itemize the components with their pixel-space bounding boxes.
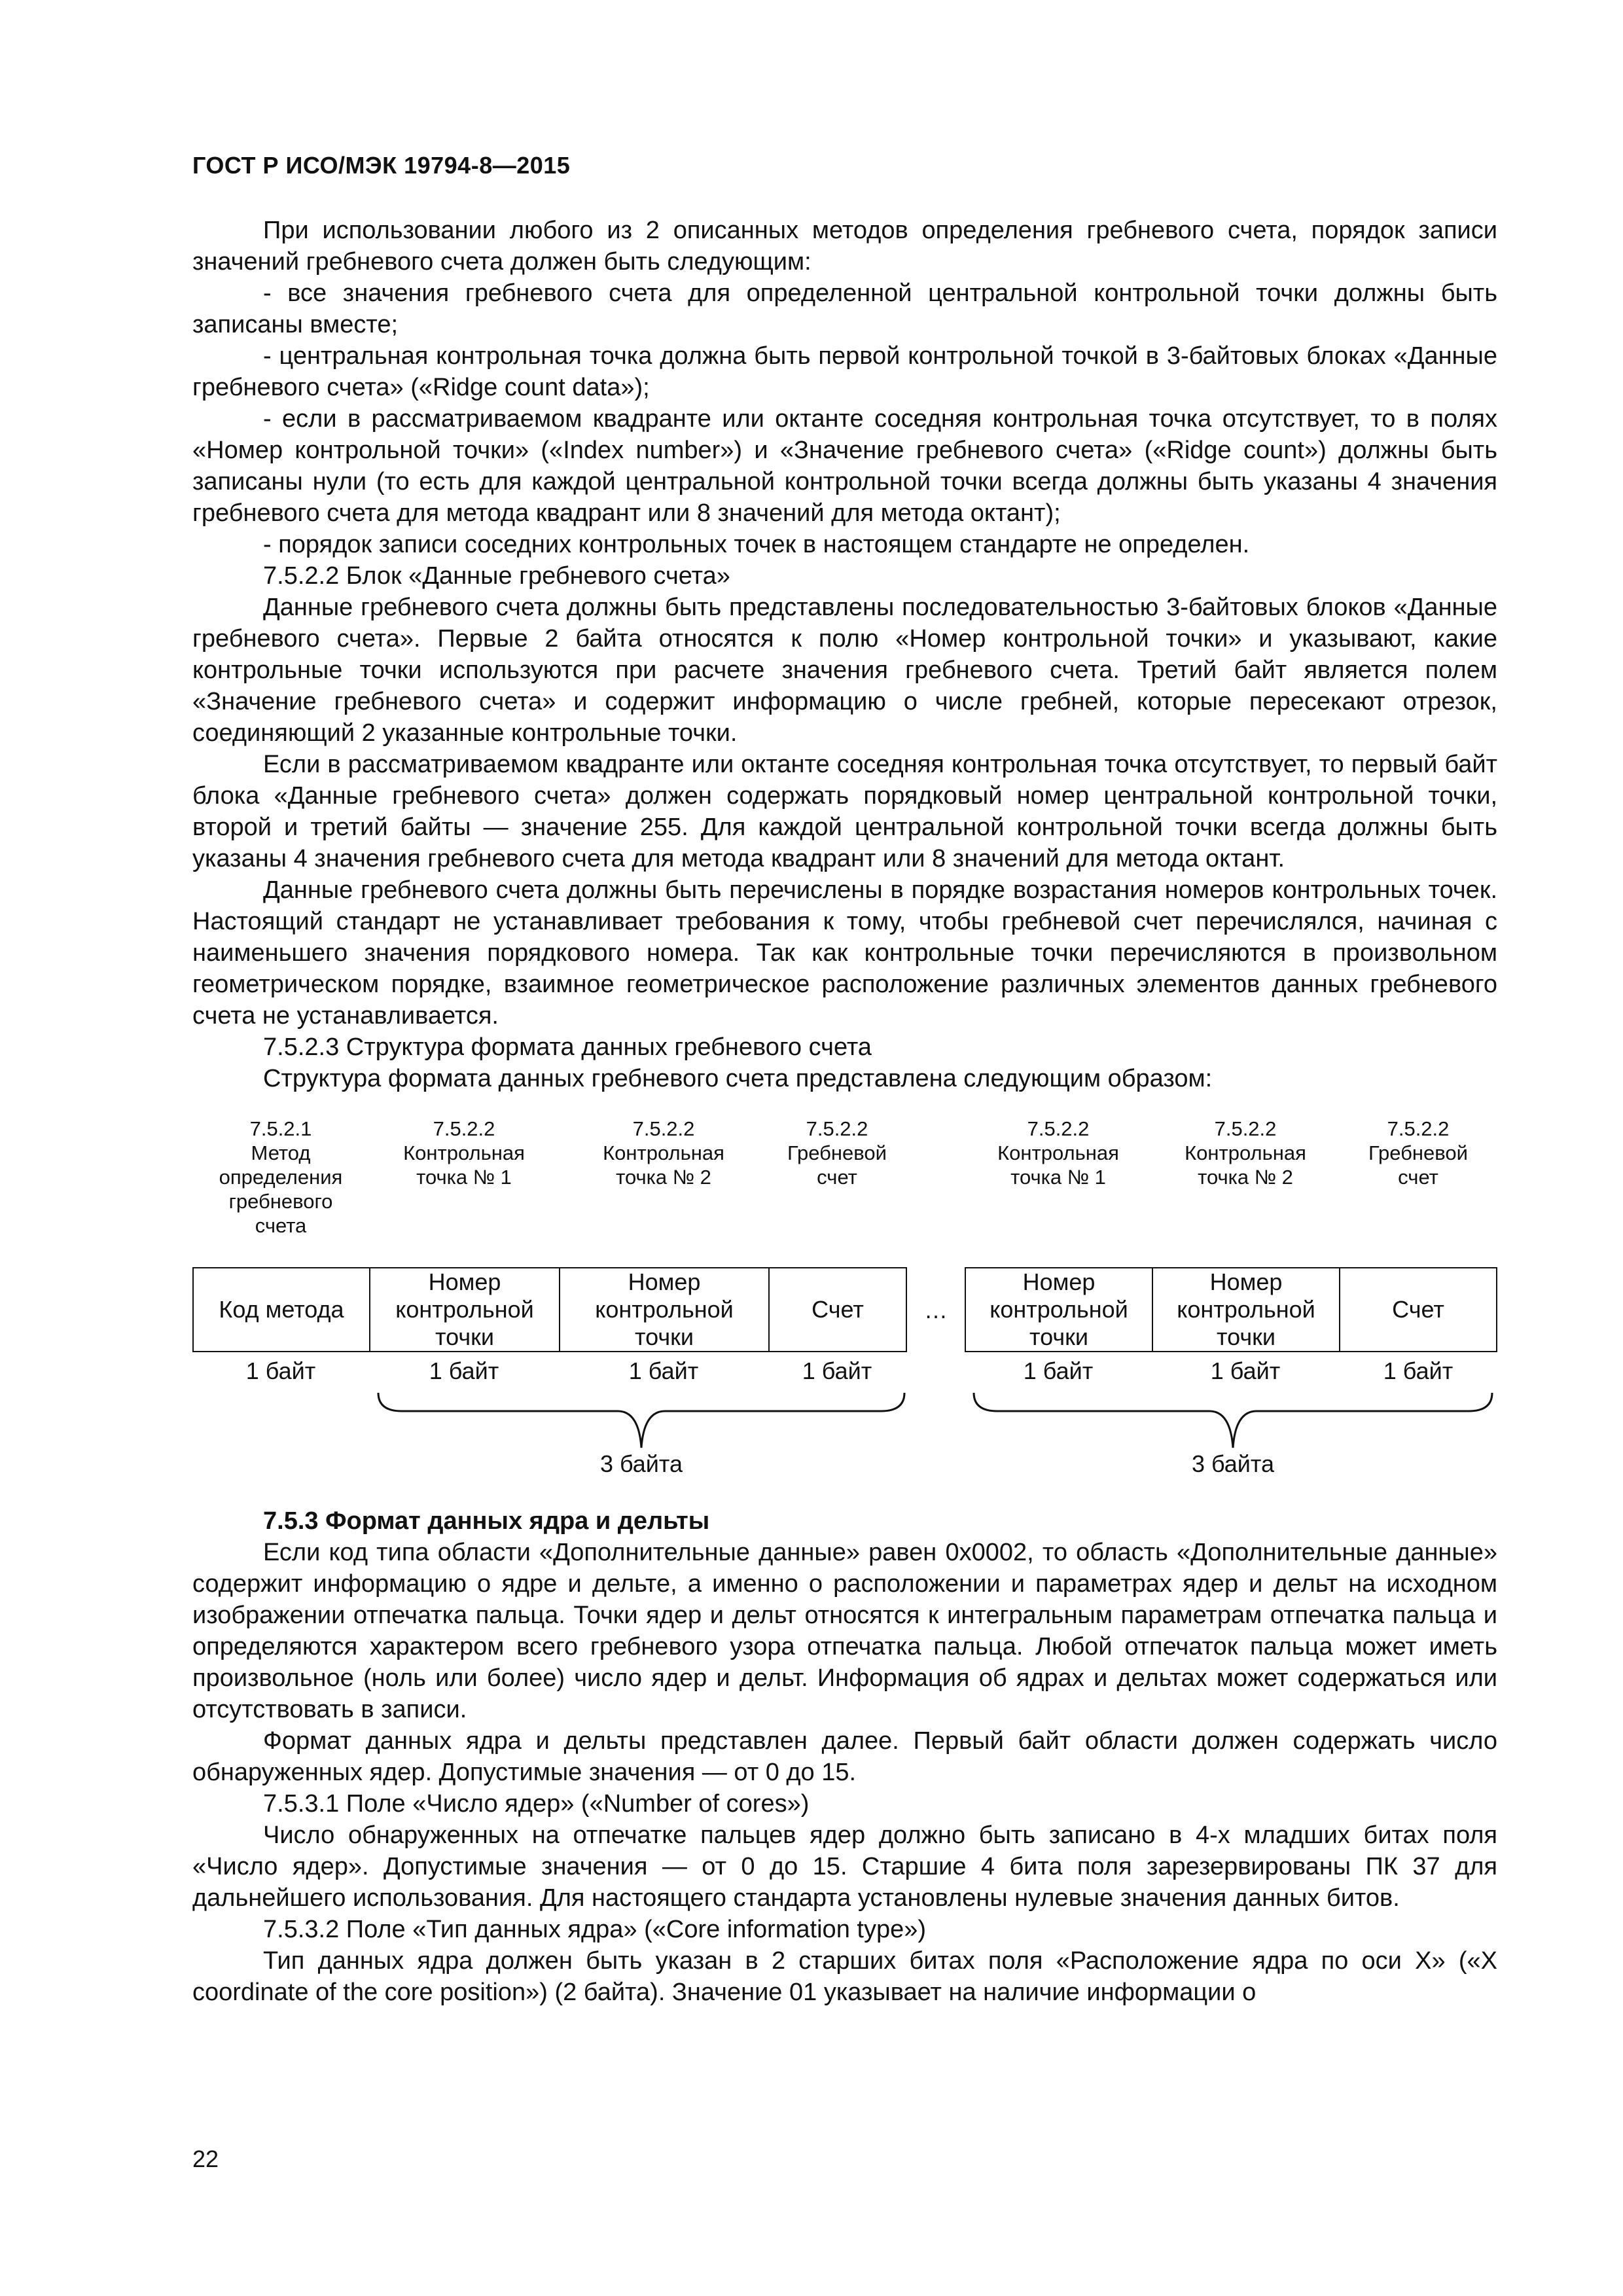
section-heading: 7.5.3.1 Поле «Число ядер» («Number of cores») xyxy=(263,1790,810,1818)
section-heading: 7.5.3.2 Поле «Тип данных ядра» («Core information type») xyxy=(263,1916,926,1943)
column-heading-point-2: 7.5.2.2 Контрольная точка № 2 xyxy=(1185,1117,1306,1189)
brace-group-2 xyxy=(971,1391,1495,1450)
group-size: 3 байта xyxy=(599,1450,683,1477)
main-content xyxy=(192,215,1497,2008)
field-index-number-2 xyxy=(559,1267,770,1352)
column-heading-point-1: 7.5.2.2 Контрольная точка № 1 xyxy=(997,1117,1119,1189)
spacer xyxy=(192,1470,1497,1505)
field-method-code xyxy=(192,1267,370,1352)
ellipsis: … xyxy=(924,1297,948,1323)
document-header: ГОСТ Р ИСО/МЭК 19794-8—2015 xyxy=(192,152,571,179)
field-label: Номер контрольной точки xyxy=(990,1268,1128,1350)
column-heading-count: 7.5.2.2 Гребневой счет xyxy=(787,1117,887,1189)
field-label: Счет xyxy=(812,1296,864,1323)
section-heading: 7.5.2.2 Блок «Данные гребневого счета» xyxy=(263,562,730,590)
section-heading: 7.5.2.3 Структура формата данных гребневого счета xyxy=(263,1033,872,1061)
field-size: 1 байт xyxy=(628,1357,699,1384)
column-heading-point-2: 7.5.2.2 Контрольная точка № 2 xyxy=(603,1117,724,1189)
field-label: Счет xyxy=(1392,1296,1444,1323)
paragraph: Структура формата данных гребневого счета представлена следующим образом: xyxy=(263,1065,1213,1092)
paragraph: Если код типа области «Дополнительные данные» равен 0x0002, то область «Дополнительные данные» содержит информацию о ядре и дельте, а именно о расположении и параметрах ядер и дельт на исходном изображении отпечатка пальца. Точки ядер и дельт относятся к интегральным параметрам отпечатка пальца и определяются характером всего гребневого узора отпечатка пальца. Любой отпечаток пальца может иметь произвольное (ноль или более) число ядер и дельт. Информация об ядрах и дельтах может содержаться или отсутствовать в записи. xyxy=(192,1539,1497,1723)
list-item: - все значения гребневого счета для определенной центральной контрольной точки должны быть записаны вместе; xyxy=(192,279,1497,338)
paragraph: При использовании любого из 2 описанных методов определения гребневого счета, порядок записи значений гребневого счета должен быть следующим: xyxy=(192,217,1497,276)
field-size: 1 байт xyxy=(245,1357,316,1384)
list-item: - центральная контрольная точка должна быть первой контрольной точкой в 3-байтовых блоках «Данные гребневого счета» («Ridge count data»); xyxy=(192,342,1497,401)
paragraph: Число обнаруженных на отпечатке пальцев ядер должно быть записано в 4-х младших битах поля «Число ядер». Допустимые значения — от 0 до 15. Старшие 4 бита поля зарезервированы ПК 37 для дальнейшего использования. Для настоящего стандарта установлены нулевые значения данных битов. xyxy=(192,1821,1497,1912)
field-ridge-count xyxy=(768,1267,907,1352)
column-heading-count: 7.5.2.2 Гребневой счет xyxy=(1368,1117,1468,1189)
field-label: Номер контрольной точки xyxy=(1177,1268,1315,1350)
field-size: 1 байт xyxy=(1023,1357,1094,1384)
section-heading: 7.5.3 Формат данных ядра и дельты xyxy=(263,1507,710,1535)
ridge-count-structure-diagram xyxy=(192,1103,1497,1477)
list-item: - порядок записи соседних контрольных точек в настоящем стандарте не определен. xyxy=(263,531,1250,558)
field-label: Код метода xyxy=(219,1296,344,1323)
column-heading-method: 7.5.2.1 Метод определения гребневого счета xyxy=(219,1117,343,1237)
field-size: 1 байт xyxy=(802,1357,872,1384)
paragraph: Если в рассматриваемом квадранте или октанте соседняя контрольная точка отсутствует, то первый байт блока «Данные гребневого счета» должен содержать порядковый номер центральной контрольной точки, второй и третий байты — значение 255. Для каждой центральной контрольной точки всегда должны быть указаны 4 значения гребневого счета для метода квадрант или 8 значений для метода октант. xyxy=(192,751,1497,872)
list-item: - если в рассматриваемом квадранте или октанте соседняя контрольная точка отсутствует, то в полях «Номер контрольной точки» («Index number») и «Значение гребневого счета» («Ridge count») должны быть записаны нули (то есть для каждой центральной контрольной точки всегда должны быть указаны 4 значения гребневого счета для метода квадрант или 8 значений для метода октант); xyxy=(192,405,1497,527)
field-label: Номер контрольной точки xyxy=(595,1268,734,1350)
field-size: 1 байт xyxy=(1210,1357,1281,1384)
field-index-number-1 xyxy=(965,1267,1153,1352)
field-size: 1 байт xyxy=(1383,1357,1454,1384)
paragraph: Данные гребневого счета должны быть перечислены в порядке возрастания номеров контрольных точек. Настоящий стандарт не устанавливает требования к тому, чтобы гребневой счет перечислялся, начиная с наименьшего значения порядкового номера. Так как контрольные точки перечисляются в произвольном геометрическом порядке, взаимное геометрическое расположение различных элементов данных гребневого счета не устанавливается. xyxy=(192,876,1497,1030)
field-index-number-2 xyxy=(1152,1267,1340,1352)
paragraph: Данные гребневого счета должны быть представлены последовательностью 3-байтовых блоков «Данные гребневого счета». Первые 2 байта относятся к полю «Номер контрольной точки» и указывают, какие контрольные точки используются при расчете значения гребневого счета. Третий байт является полем «Значение гребневого счета» и содержит информацию о числе гребней, которые пересекают отрезок, соединяющий 2 указанные контрольные точки. xyxy=(192,594,1497,747)
field-index-number-1 xyxy=(369,1267,560,1352)
paragraph: Формат данных ядра и дельты представлен далее. Первый байт области должен содержать число обнаруженных ядер. Допустимые значения — от 0 до 15. xyxy=(192,1727,1497,1786)
page-number: 22 xyxy=(192,2145,219,2172)
field-size: 1 байт xyxy=(429,1357,499,1384)
field-ridge-count xyxy=(1339,1267,1497,1352)
column-heading-point-1: 7.5.2.2 Контрольная точка № 1 xyxy=(403,1117,525,1189)
field-label: Номер контрольной точки xyxy=(395,1268,534,1350)
group-size: 3 байта xyxy=(1191,1450,1275,1477)
paragraph: Тип данных ядра должен быть указан в 2 старших битах поля «Расположение ядра по оси X» («X coordinate of the core position») (2 байта). Значение 01 указывает на наличие информации о xyxy=(192,1947,1497,2006)
brace-group-1 xyxy=(376,1391,907,1450)
